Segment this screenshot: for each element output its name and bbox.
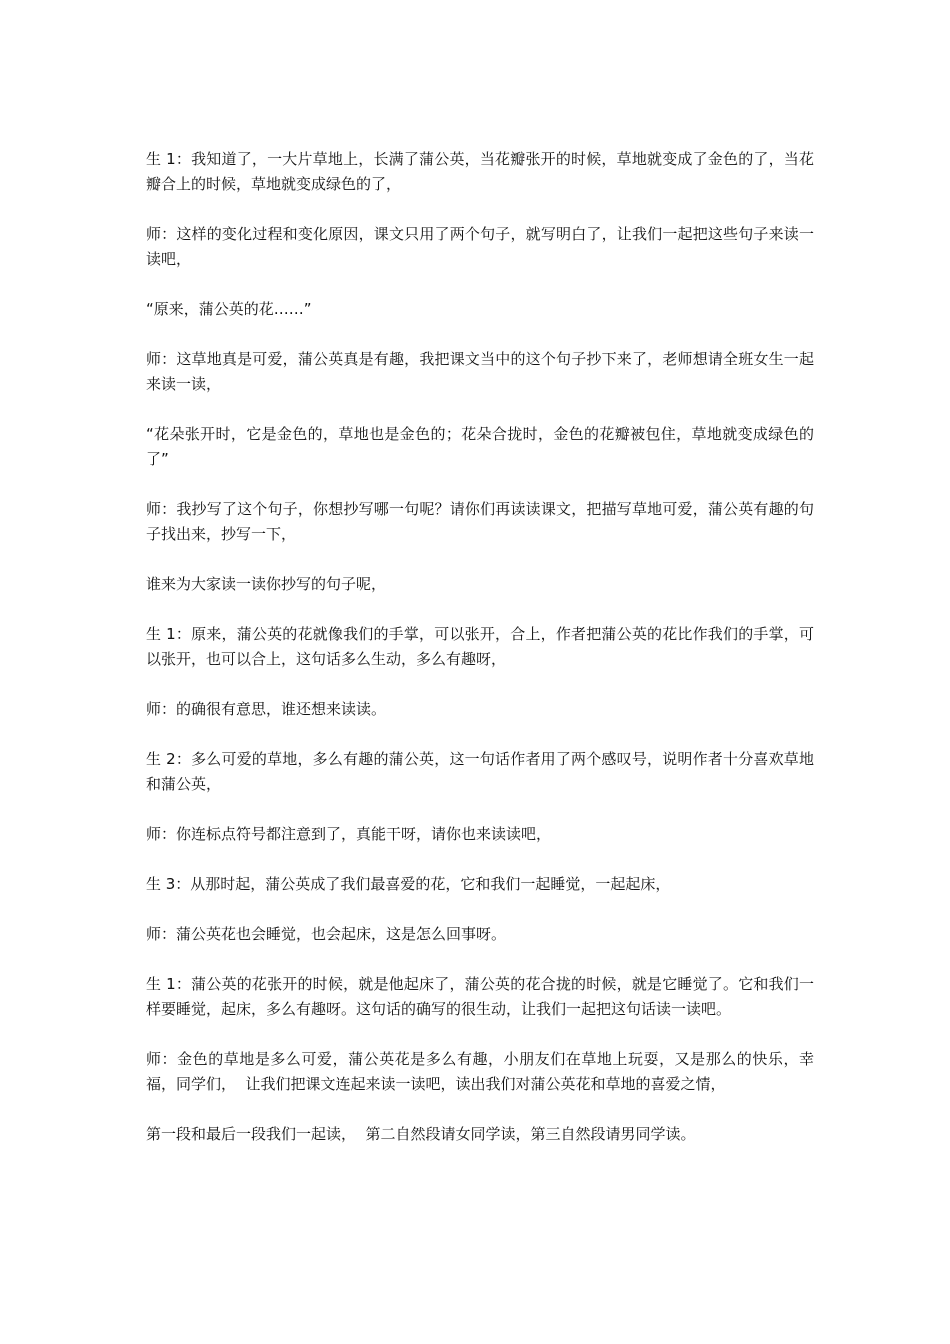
paragraph-teacher-sleep-question: 师：蒲公英花也会睡觉，也会起床，这是怎么回事呀。 [146, 925, 507, 943]
paragraph-teacher-copy-sentence: 师：我抄写了这个句子，你想抄写哪一句呢？请你们再读读课文，把描写草地可爱，蒲公英有趣的句子找出来，抄写一下， [146, 500, 814, 543]
document-body [146, 147, 814, 1172]
paragraph-student-1-palm: 生 1：原来，蒲公英的花就像我们的手掌，可以张开，合上，作者把蒲公英的花比作我们的手掌，可以张开，也可以合上，这句话多么生动，多么有趣呀， [146, 625, 814, 668]
paragraph-teacher-punctuation: 师：你连标点符号都注意到了，真能干呀，请你也来读读吧， [146, 825, 552, 843]
paragraph-student-2-exclamation: 生 2：多么可爱的草地，多么有趣的蒲公英，这一句话作者用了两个感叹号，说明作者十分喜欢草地和蒲公英， [146, 750, 814, 793]
paragraph-who-reads: 谁来为大家读一读你抄写的句子呢， [146, 575, 387, 593]
paragraph-teacher-girls-read: 师：这草地真是可爱，蒲公英真是有趣，我把课文当中的这个句子抄下来了，老师想请全班女生一起来读一读， [146, 350, 814, 393]
paragraph-teacher-interesting: 师：的确很有意思，谁还想来读读。 [146, 700, 387, 718]
paragraph-student-1-grass: 生 1：我知道了，一大片草地上，长满了蒲公英，当花瓣张开的时候，草地就变成了金色的了，当花瓣合上的时候，草地就变成绿色的了， [146, 150, 814, 193]
paragraph-student-3-sleep: 生 3：从那时起，蒲公英成了我们最喜爱的花，它和我们一起睡觉，一起起床， [146, 875, 671, 893]
paragraph-student-1-explain: 生 1：蒲公英的花张开的时候，就是他起床了，蒲公英的花合拢的时候，就是它睡觉了。它和我们一样要睡觉，起床，多么有趣呀。这句话的确写的很生动，让我们一起把这句话读一读吧。 [146, 975, 814, 1018]
paragraph-quote-flower-open: “花朵张开时，它是金色的，草地也是金色的；花朵合拢时，金色的花瓣被包住，草地就变成绿色的了” [146, 425, 814, 468]
paragraph-teacher-read-together: 师：金色的草地是多么可爱，蒲公英花是多么有趣，小朋友们在草地上玩耍，又是那么的快乐，幸福，同学们， 让我们把课文连起来读一读吧，读出我们对蒲公英花和草地的喜爱之情， [146, 1050, 814, 1093]
paragraph-teacher-two-sentences: 师：这样的变化过程和变化原因，课文只用了两个句子，就写明白了，让我们一起把这些句子来读一读吧， [146, 225, 814, 268]
paragraph-quote-dandelion-flower: “原来，蒲公英的花……” [146, 300, 312, 318]
paragraph-reading-assignment: 第一段和最后一段我们一起读， 第二自然段请女同学读，第三自然段请男同学读。 [146, 1125, 696, 1143]
